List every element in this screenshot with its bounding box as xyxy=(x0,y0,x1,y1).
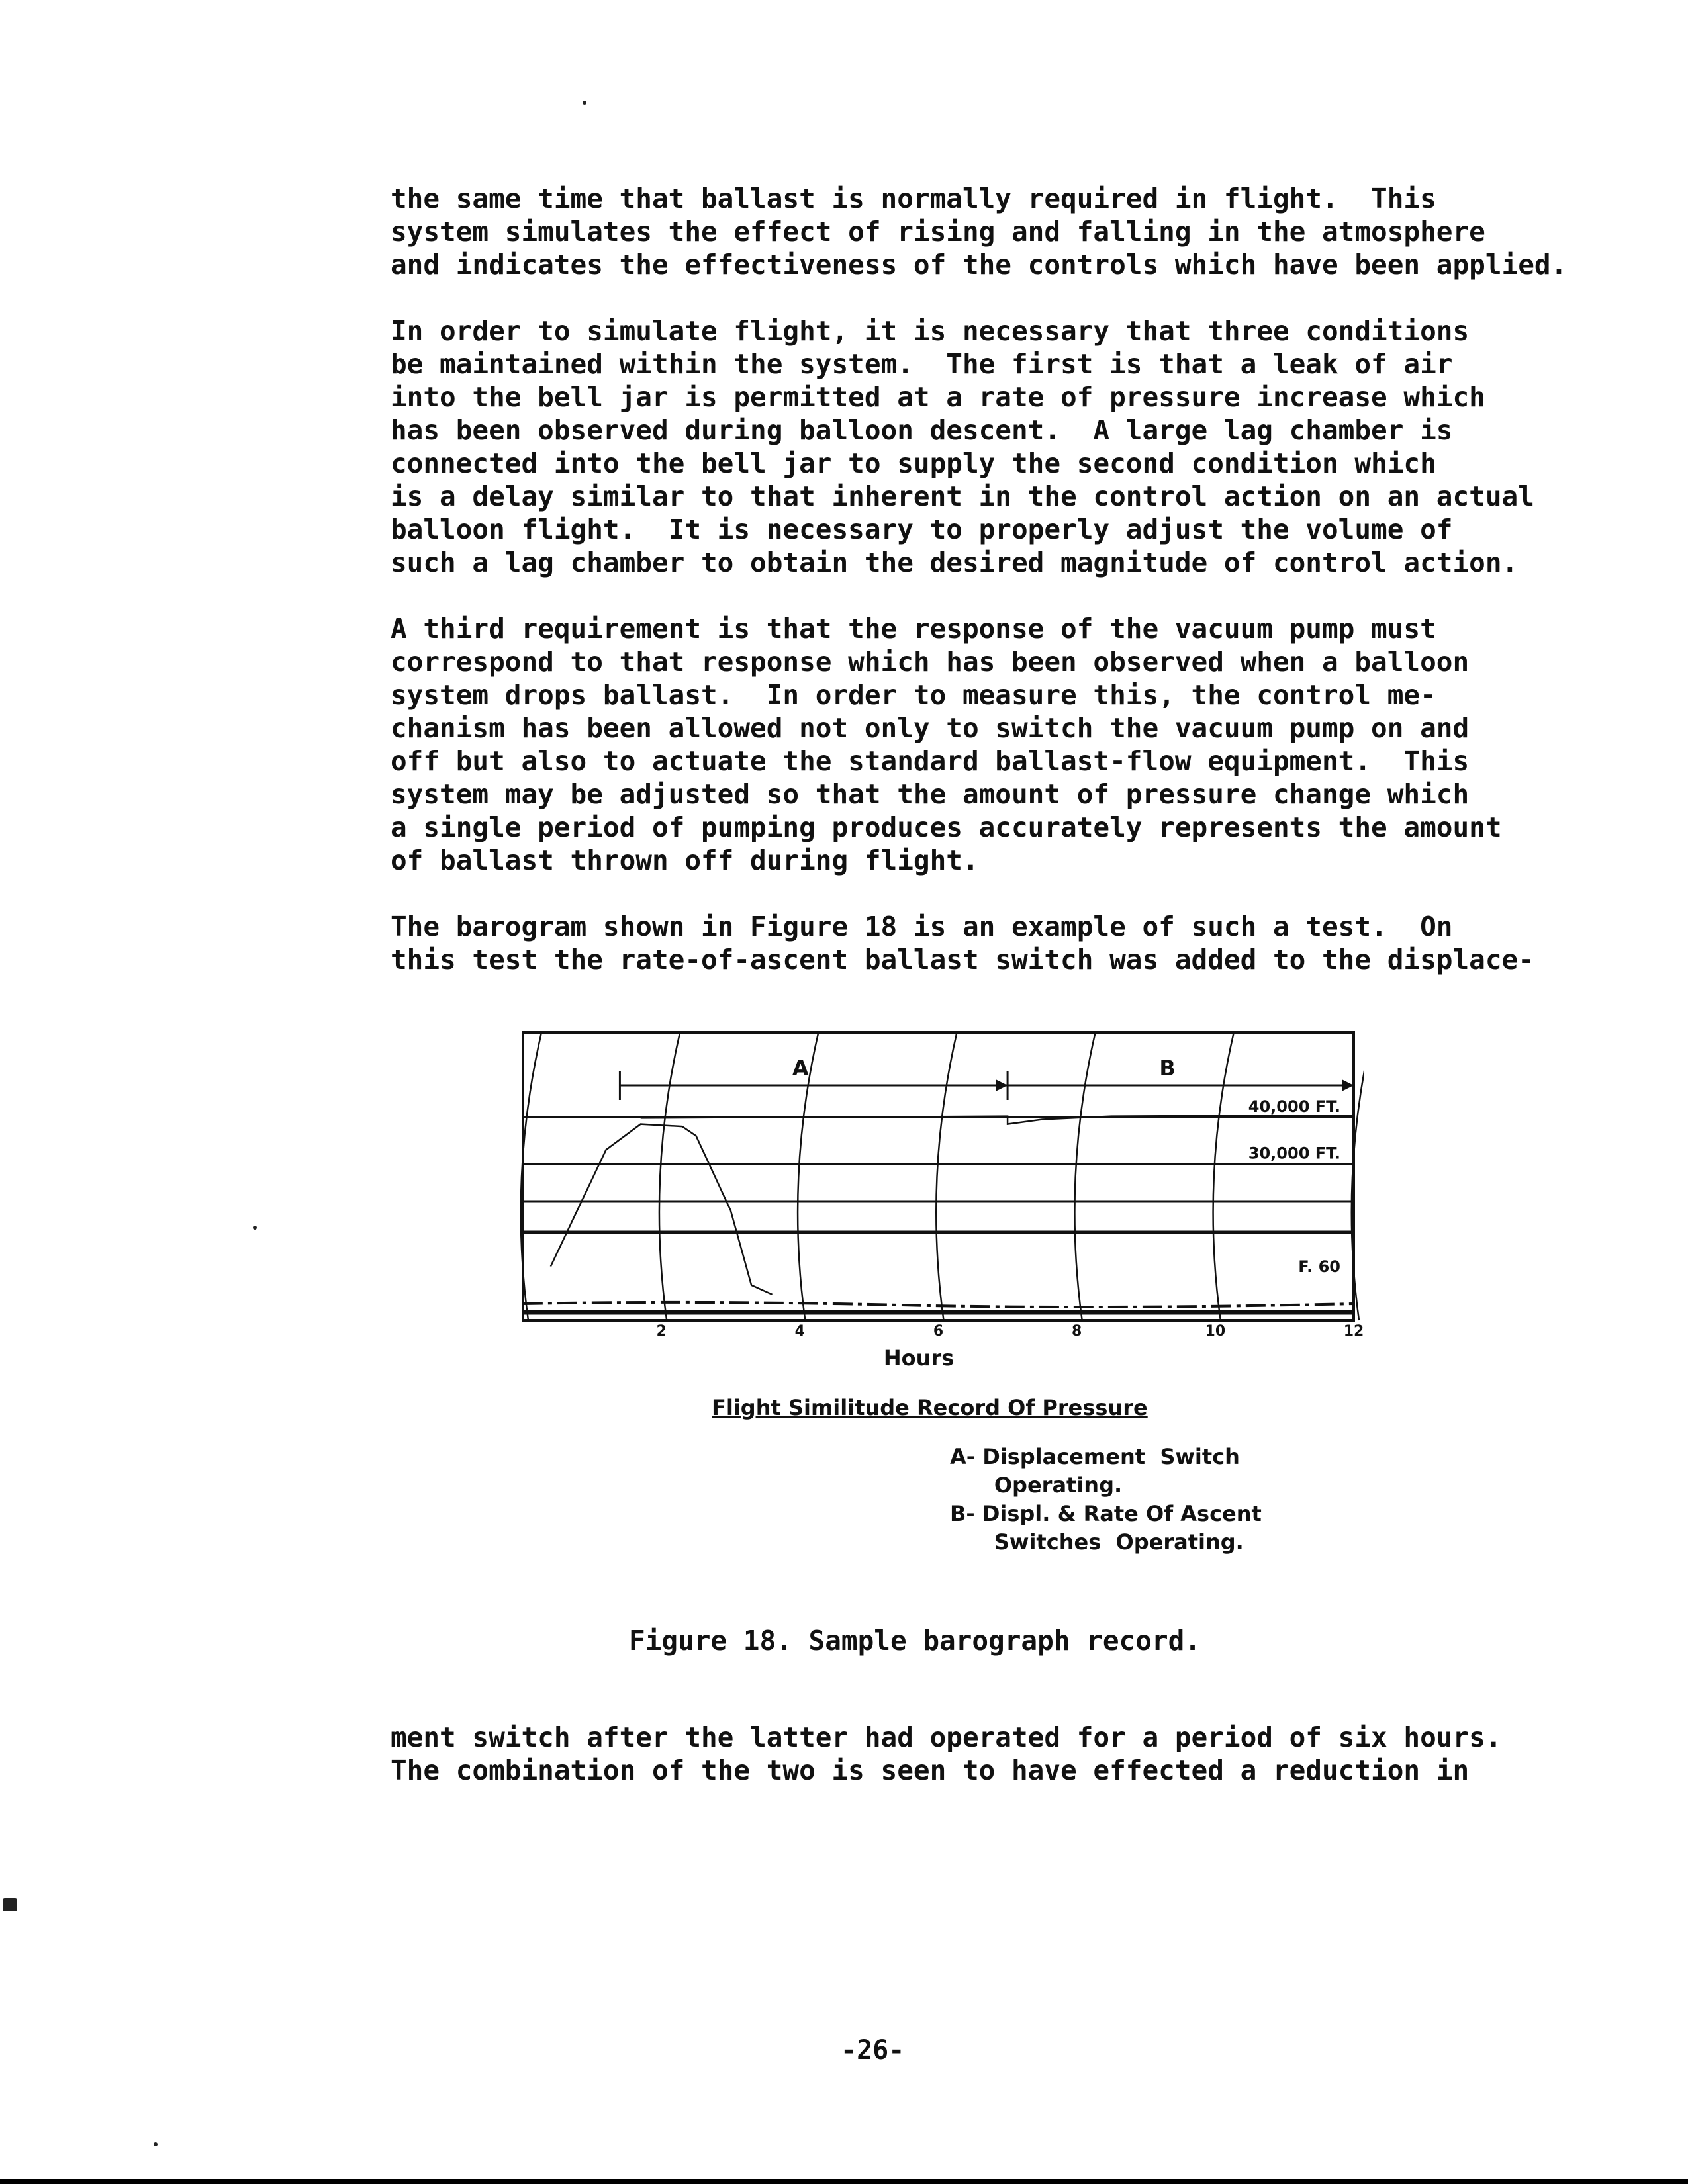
x-tick-label: 4 xyxy=(794,1323,805,1340)
interval-label: B xyxy=(1159,1056,1176,1081)
barograph-chart xyxy=(503,1019,1364,1370)
baseline-trace xyxy=(523,1302,1354,1307)
text-line: The barogram shown in Figure 18 is an example of such a test. On xyxy=(391,911,1453,942)
x-tick-label: 10 xyxy=(1205,1323,1226,1340)
x-tick-label: 8 xyxy=(1072,1323,1082,1340)
chart-intervals xyxy=(620,1056,1354,1100)
text-line: system may be adjusted so that the amount of pressure change which xyxy=(391,778,1470,810)
text-line: In order to simulate flight, it is necessary that three conditions xyxy=(391,315,1470,347)
chart-grid xyxy=(521,1032,1364,1320)
scan-mark xyxy=(3,1898,17,1911)
text-line: this test the rate-of-ascent ballast switch was added to the displace- xyxy=(391,944,1534,976)
interval-arrowhead xyxy=(996,1079,1008,1091)
paragraph-1 xyxy=(391,182,1569,281)
text-line: and indicates the effectiveness of the controls which have been applied. xyxy=(391,249,1568,281)
text-line: system simulates the effect of rising and falling in the atmosphere xyxy=(391,216,1485,248)
interval-label: A xyxy=(792,1056,809,1081)
scan-speck xyxy=(583,101,586,105)
hour-arc xyxy=(659,1032,680,1320)
paragraph-5 xyxy=(391,1721,1569,1787)
page-bottom-edge xyxy=(0,2179,1688,2184)
chart-x-ticks xyxy=(657,1323,1364,1340)
legend-line: Switches Operating. xyxy=(950,1529,1244,1555)
reference-line-label: 40,000 FT. xyxy=(1248,1097,1340,1116)
x-axis-label: Hours xyxy=(883,1345,955,1370)
x-tick-label: 12 xyxy=(1343,1323,1364,1340)
x-tick-label: 6 xyxy=(933,1323,944,1340)
chart-legend xyxy=(950,1443,1262,1557)
hour-arc xyxy=(1074,1032,1095,1320)
legend-line: Operating. xyxy=(950,1473,1123,1498)
text-line: a single period of pumping produces accurately represents the amount xyxy=(391,811,1502,843)
text-line: correspond to that response which has been observed when a balloon xyxy=(391,646,1470,678)
x-tick-label: 2 xyxy=(656,1323,667,1340)
text-line: of ballast thrown off during flight. xyxy=(391,844,979,876)
page-number: -26- xyxy=(841,2035,905,2066)
scan-speck xyxy=(154,2142,158,2146)
text-line: has been observed during balloon descent. A large lag chamber is xyxy=(391,414,1453,446)
text-line: is a delay similar to that inherent in the control action on an actual xyxy=(391,480,1534,512)
text-line: such a lag chamber to obtain the desired magnitude of control action. xyxy=(391,547,1519,578)
chart-title: Flight Similitude Record Of Pressure xyxy=(712,1395,1148,1420)
text-line: connected into the bell jar to supply the second condition which xyxy=(391,447,1436,479)
paragraph-4 xyxy=(391,910,1569,976)
text-line: off but also to actuate the standard ballast-flow equipment. This xyxy=(391,745,1470,777)
text-line: balloon flight. It is necessary to properly adjust the volume of xyxy=(391,514,1453,545)
reference-line-label: F. 60 xyxy=(1298,1257,1340,1276)
figure-caption: Figure 18. Sample barograph record. xyxy=(629,1625,1201,1657)
hour-arc xyxy=(1213,1032,1234,1320)
text-line: ment switch after the latter had operated for a period of six hours. xyxy=(391,1721,1502,1753)
text-line: A third requirement is that the response of the vacuum pump must xyxy=(391,613,1436,645)
text-line: chanism has been allowed not only to switch the vacuum pump on and xyxy=(391,712,1470,744)
text-line: be maintained within the system. The first is that a leak of air xyxy=(391,348,1453,380)
text-line: The combination of the two is seen to have effected a reduction in xyxy=(391,1754,1470,1786)
reference-line-label: 30,000 FT. xyxy=(1248,1144,1340,1163)
text-line: system drops ballast. In order to measure this, the control me- xyxy=(391,679,1436,711)
legend-line: B- Displ. & Rate Of Ascent xyxy=(950,1501,1262,1526)
interval-arrowhead xyxy=(1342,1079,1354,1091)
legend-line: A- Displacement Switch xyxy=(950,1444,1240,1469)
text-line: into the bell jar is permitted at a rate of pressure increase which xyxy=(391,381,1485,413)
paragraph-3 xyxy=(391,612,1569,877)
text-line: the same time that ballast is normally required in flight. This xyxy=(391,183,1436,214)
paragraph-2 xyxy=(391,314,1569,579)
scan-speck xyxy=(253,1226,257,1230)
hour-arc xyxy=(936,1032,957,1320)
